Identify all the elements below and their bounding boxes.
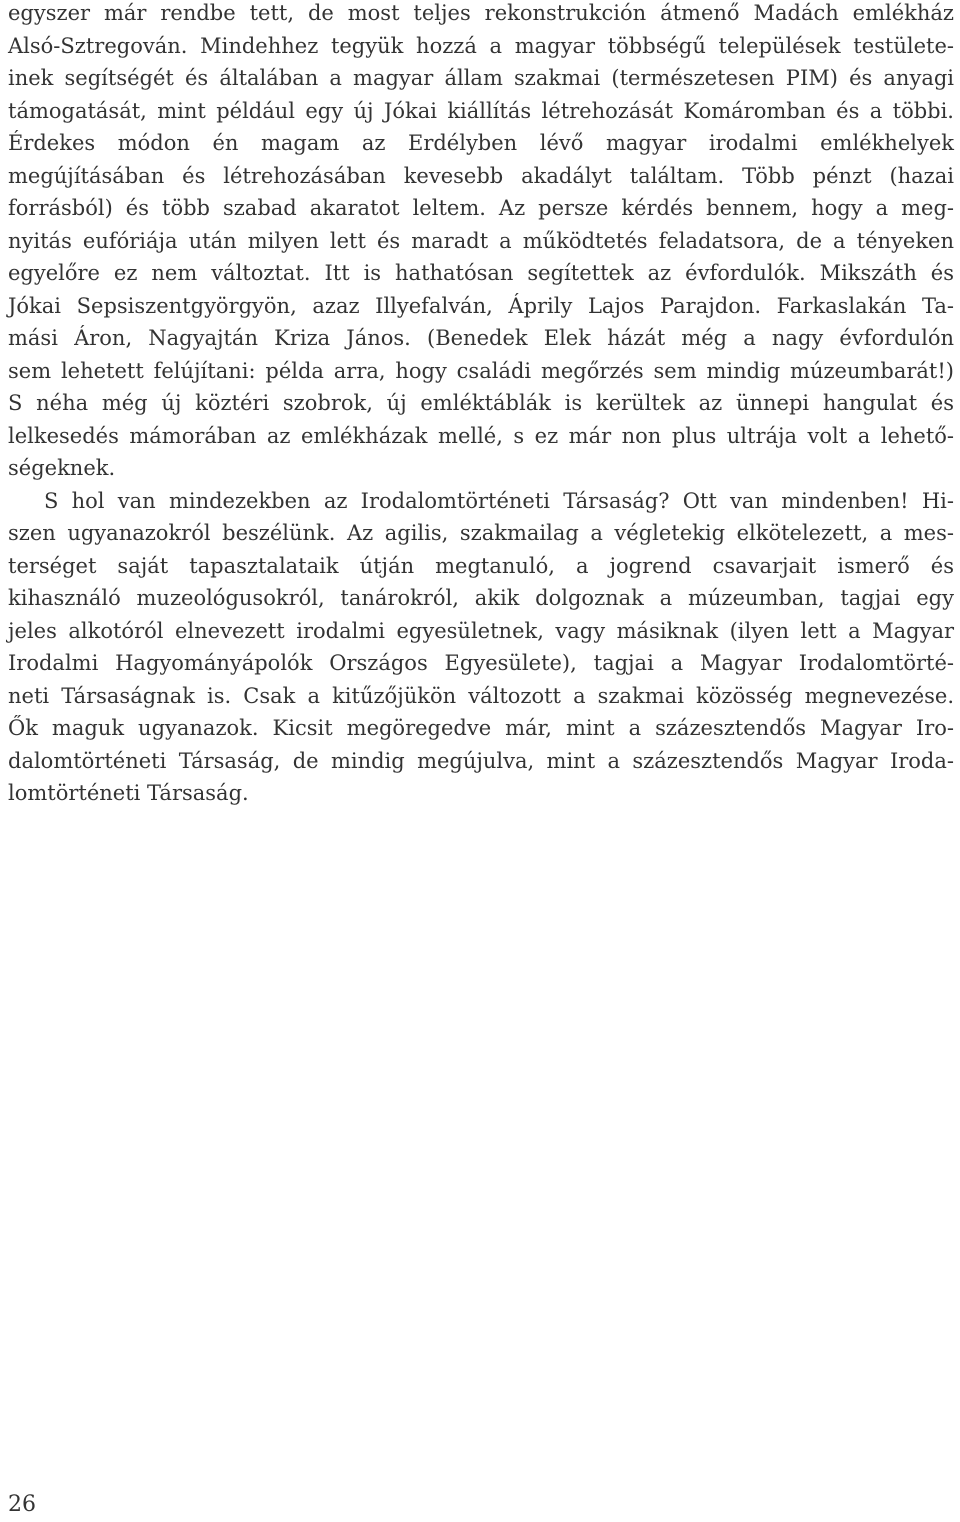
page-number: 26 xyxy=(8,1492,36,1517)
text-line: nyitás eufóriája után milyen lett és maradt a működtetés feladatsora, de a tényeken xyxy=(8,228,954,253)
text-line: Irodalmi Hagyományápolók Országos Egyesülete), tagjai a Magyar Irodalomtörté- xyxy=(8,651,954,675)
text-line: megújításában és létrehozásában kevesebb akadályt találtam. Több pénzt (hazai xyxy=(8,163,954,188)
text-line: támogatását, mint például egy új Jókai kiállítás létrehozását Komáromban és a többi. xyxy=(8,98,954,123)
paragraph-1 xyxy=(8,0,954,485)
text-line: egyszer már rendbe tett, de most teljes rekonstrukción átmenő Madách emlékház xyxy=(8,1,954,25)
text-line: neti Társaságnak is. Csak a kitűzőjükön változott a szakmai közösség megnevezése. xyxy=(8,683,954,708)
text-line: jeles alkotóról elnevezett irodalmi egyesületnek, vagy másiknak (ilyen lett a Magyar xyxy=(8,618,954,643)
text-line: lelkesedés mámorában az emlékházak mellé, s ez már non plus ultrája volt a lehető- xyxy=(8,423,954,448)
text-line: S hol van mindezekben az Irodalomtörténeti Társaság? Ott van mindenben! Hi- xyxy=(44,488,954,513)
text-line: Ők maguk ugyanazok. Kicsit megöregedve már, mint a százesztendős Magyar Iro- xyxy=(8,716,954,740)
text-body xyxy=(8,0,954,810)
text-line: egyelőre ez nem változtat. Itt is hathatósan segítettek az évfordulók. Mikszáth és xyxy=(8,261,954,285)
paragraph-2 xyxy=(8,485,954,810)
text-line: Érdekes módon én magam az Erdélyben lévő magyar irodalmi emlékhelyek xyxy=(8,131,954,155)
text-line: sem lehetett felújítani: példa arra, hogy családi megőrzés sem mindig múzeumbarát!) xyxy=(8,358,954,383)
text-line: ségeknek. xyxy=(8,456,116,480)
text-line: mási Áron, Nagyajtán Kriza János. (Benedek Elek házát még a nagy évfordulón xyxy=(8,326,954,350)
text-line: kihasználó muzeológusokról, tanárokról, akik dolgoznak a múzeumban, tagjai egy xyxy=(8,586,954,610)
text-line: lomtörténeti Társaság. xyxy=(8,781,249,805)
text-line: dalomtörténeti Társaság, de mindig megújulva, mint a százesztendős Magyar Iroda- xyxy=(8,748,954,773)
text-line: inek segítségét és általában a magyar állam szakmai (természetesen PIM) és anyagi xyxy=(8,66,954,90)
text-line: Alsó-Sztregován. Mindehhez tegyük hozzá a magyar többségű települések testülete- xyxy=(8,33,954,58)
text-line: terséget saját tapasztalataik útján megtanuló, a jogrend csavarjait ismerő és xyxy=(8,553,954,578)
text-line: szen ugyanazokról beszélünk. Az agilis, szakmailag a végletekig elkötelezett, a mes- xyxy=(8,521,954,545)
text-line: forrásból) és több szabad akaratot leltem. Az persze kérdés bennem, hogy a meg- xyxy=(8,196,954,220)
text-line: Jókai Sepsiszentgyörgyön, azaz Illyefalván, Áprily Lajos Parajdon. Farkaslakán Ta- xyxy=(8,293,954,318)
text-line: S néha még új köztéri szobrok, új emléktáblák is kerültek az ünnepi hangulat és xyxy=(8,391,954,415)
